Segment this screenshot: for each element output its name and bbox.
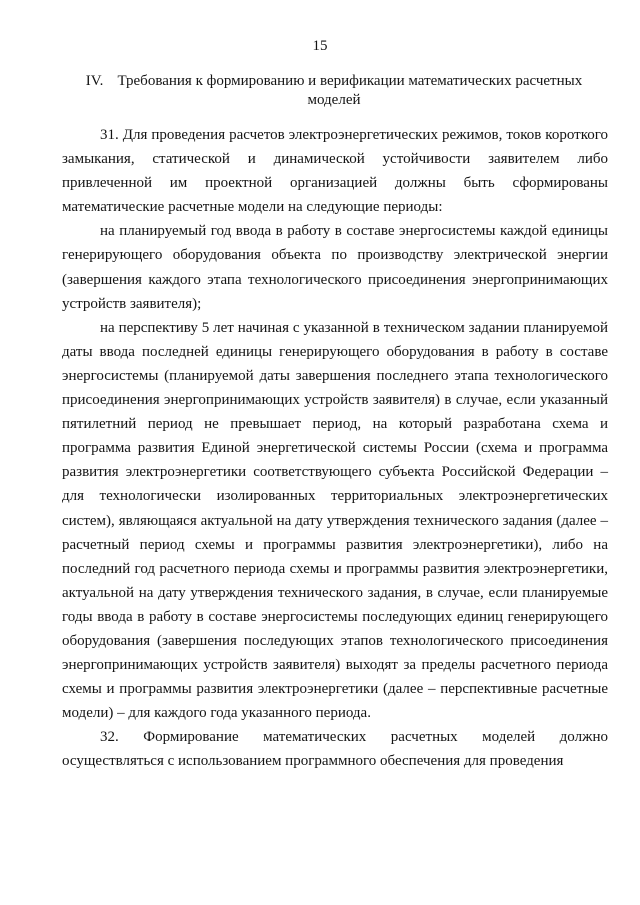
- paragraph-item-1: на планируемый год ввода в работу в составе энергосистемы каждой единицы генерирующего оборудования объекта по производству электрической энергии (завершения каждого этапа технологического присоединения энергопринимающих устройств заявителя);: [62, 223, 608, 312]
- section-number: IV.: [85, 73, 104, 89]
- section-heading: [62, 72, 606, 109]
- section-title: Требования к формированию и верификации математических расчетных моделей: [117, 73, 583, 108]
- paragraph-32: 32. Формирование математических расчетных моделей должно осуществляться с использованием программного обеспечения для проведения: [62, 729, 608, 770]
- paragraph-item-2: на перспективу 5 лет начиная с указанной в техническом задании планируемой даты ввода последней единицы генерирующего оборудования в работу в составе энергосистемы (планируемой даты завершения последнего этапа технологического присоединения энергопринимающих устройств заявителя) в случае, если указанный пятилетний период не превышает период, на который разработана схема и программа развития Единой энергетической системы России (схема и программа развития электроэнергетики соответствующего субъекта Российской Федерации – для технологически изолированных территориальных электроэнергетических систем), являющаяся актуальной на дату утверждения технического задания (далее – расчетный период схемы и программы развития электроэнергетики), либо на последний год расчетного периода схемы и программы развития электроэнергетики, актуальной на дату утверждения технического задания, в случае, если планируемые годы ввода в работу в составе энергосистемы последующих единиц генерирующего оборудования (завершения последующих этапов технологического присоединения энергопринимающих устройств заявителя) выходят за пределы расчетного периода схемы и программы развития электроэнергетики (далее – перспективные расчетные модели) – для каждого года указанного периода.: [62, 319, 608, 722]
- paragraph-31: 31. Для проведения расчетов электроэнергетических режимов, токов короткого замыкания, статической и динамической устойчивости заявителем либо привлеченной им проектной организацией должны быть сформированы математические расчетные модели на следующие периоды:: [62, 127, 608, 216]
- document-body: [62, 123, 608, 774]
- page-number: 15: [312, 38, 328, 54]
